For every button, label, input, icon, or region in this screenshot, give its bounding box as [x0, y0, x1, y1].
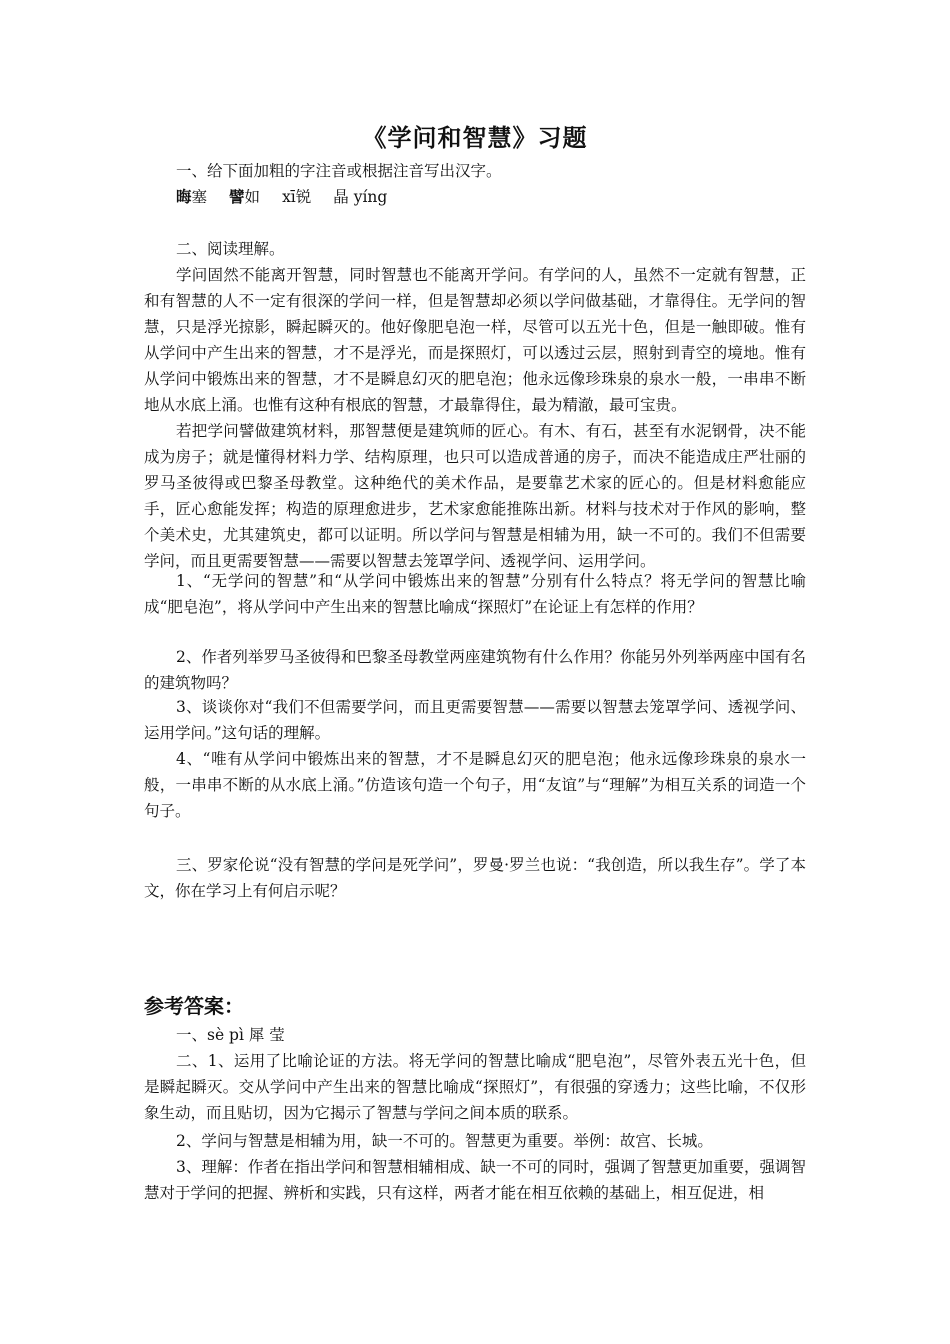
question-1: 1、“无学问的智慧”和“从学问中锻炼出来的智慧”分别有什么特点？将无学问的智慧比喻成“肥皂泡”，将从学问中产生出来的智慧比喻成“探照灯”在论证上有怎样的作用？ [144, 572, 806, 616]
item2-bold-char: 譬 [229, 187, 245, 206]
item1-bold-char: 晦 [176, 187, 192, 206]
answers-heading: 参考答案： [144, 994, 244, 1018]
reading-paragraph-1: 学问固然不能离开智慧，同时智慧也不能离开学问。有学问的人，虽然不一定就有智慧，正和有智慧的人不一定有很深的学问一样，但是智慧却必须以学问做基础，才靠得住。无学问的智慧，只是浮光掠影，瞬起瞬灭的。他好像肥皂泡一样，尽管可以五光十色，但是一触即破。惟有从学问中产生出来的智慧，才不是浮光，而是探照灯，可以透过云层，照射到青空的境地。惟有从学问中锻炼出来的智慧，才不是瞬息幻灭的肥皂泡；他永远像珍珠泉的泉水一般，一串串不断地从水底上涌。也惟有这种有根底的智慧，才最靠得住，最为精澈，最可宝贵。 [144, 266, 806, 414]
reading-paragraph-2: 若把学问譬做建筑材料，那智慧便是建筑师的匠心。有木、有石，甚至有水泥钢骨，决不能成为房子；就是懂得材料力学、结构原理，也只可以造成普通的房子，而决不能造成庄严壮丽的罗马圣彼得或巴黎圣母教堂。这种绝代的美术作品，是要靠艺术家的匠心的。但是材料愈能应手，匠心愈能发挥；构造的原理愈进步，艺术家愈能推陈出新。材料与技术对于作风的影响，整个美术史，尤其建筑史，都可以证明。所以学问与智慧是相辅为用，缺一不可的。我们不但需要学问，而且更需要智慧——需要以智慧去笼罩学问、透视学问、运用学问。 [144, 422, 806, 570]
question-2: 2、作者列举罗马圣彼得和巴黎圣母教堂两座建筑物有什么作用？你能另外列举两座中国有名的建筑物吗？ [144, 648, 806, 692]
question-3: 3、谈谈你对“我们不但需要学问，而且更需要智慧——需要以智慧去笼罩学问、透视学问、运用学问。”这句话的理解。 [144, 698, 806, 742]
pinyin-items [176, 184, 387, 210]
answer-1: 一、sè pì 犀 莹 [176, 1026, 285, 1044]
item4-text: 晶 yíng [333, 188, 388, 206]
answer-4: 3、理解：作者在指出学问和智慧相辅相成、缺一不可的同时，强调了智慧更加重要，强调智慧对于学问的把握、辨析和实践，只有这样，两者才能在相互依赖的基础上，相互促进，相 [144, 1158, 806, 1202]
section1-prompt: 一、给下面加粗的字注音或根据注音写出汉字。 [176, 162, 502, 180]
item2-rest: 如 [244, 188, 261, 206]
section3-text: 三、罗家伦说“没有智慧的学问是死学问”，罗曼·罗兰也说：“我创造，所以我生存”。学了本文，你在学习上有何启示呢？ [144, 856, 806, 900]
question-4: 4、“唯有从学问中锻炼出来的智慧，才不是瞬息幻灭的肥皂泡；他永远像珍珠泉的泉水一般，一串串不断的从水底上涌。”仿造该句造一个句子，用“友谊”与“理解”为相互关系的词造一个句子。 [144, 750, 806, 820]
section2-heading: 二、阅读理解。 [176, 240, 285, 258]
page-title: 《学问和智慧》习题 [362, 123, 588, 152]
item3-text: xī锐 [282, 188, 312, 206]
answer-3: 2、学问与智慧是相辅为用，缺一不可的。智慧更为重要。举例：故宫、长城。 [176, 1132, 713, 1150]
answer-2: 二、1、运用了比喻论证的方法。将无学问的智慧比喻成“肥皂泡”，尽管外表五光十色，但是瞬起瞬灭。交从学问中产生出来的智慧比喻成“探照灯”，有很强的穿透力；这些比喻，不仅形象生动，而且贴切，因为它揭示了智慧与学问之间本质的联系。 [144, 1052, 806, 1122]
item1-rest: 塞 [191, 188, 208, 206]
